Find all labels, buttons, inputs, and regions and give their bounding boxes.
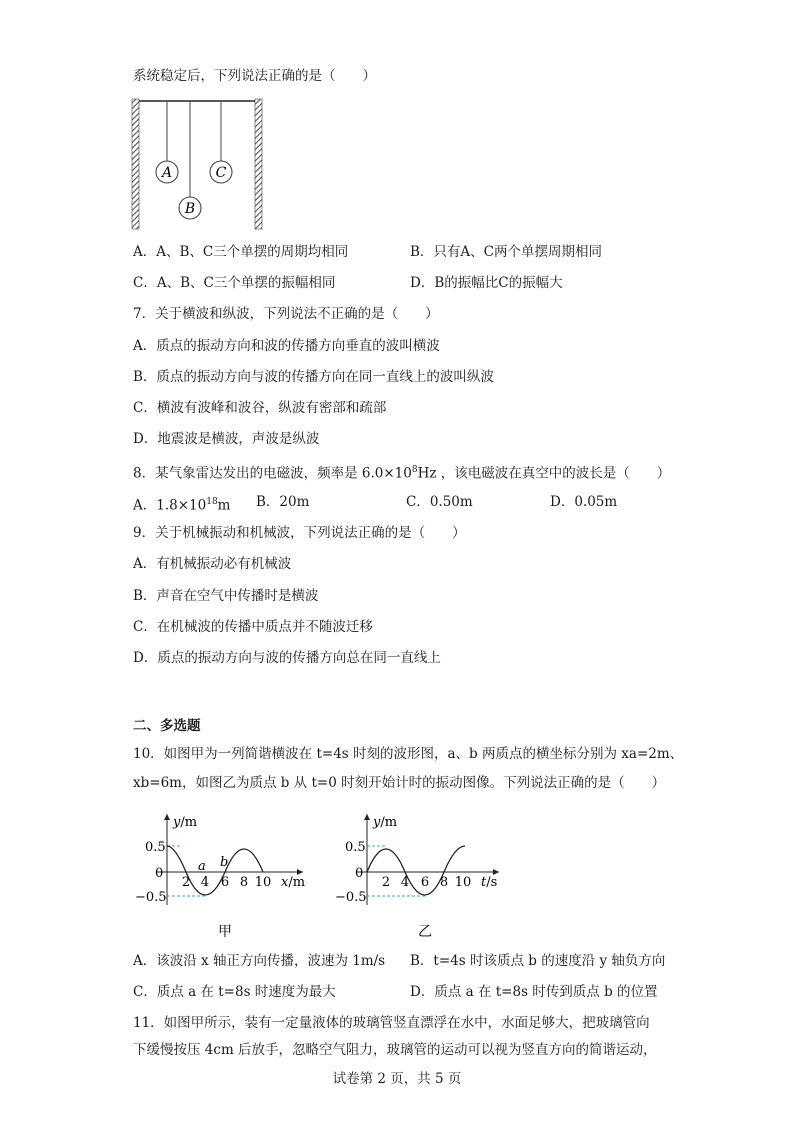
yi-caption: 乙 [418, 924, 432, 940]
q8-option-c[interactable]: C．0.50m [406, 494, 473, 510]
q7-option-b[interactable]: B．质点的振动方向与波的传播方向在同一直线上的波叫纵波 [133, 369, 494, 385]
yi-ytick-top: 0.5 [345, 840, 366, 855]
q9-stem: 9．关于机械振动和机械波，下列说法正确的是（ ） [133, 525, 466, 541]
right-wall [255, 99, 262, 229]
yi-xtick-2: 2 [381, 875, 391, 890]
yi-ylabel: y/m [373, 815, 398, 830]
yi-xtick-8: 8 [439, 875, 449, 890]
q9-option-a[interactable]: A．有机械振动必有机械波 [133, 556, 292, 572]
page-footer: 试卷第 2 页，共 5 页 [332, 1071, 462, 1087]
q10-option-c[interactable]: C．质点 a 在 t=8s 时速度为最大 [133, 984, 336, 1000]
pendulum-b-label: B [184, 201, 196, 217]
q7-stem: 7．关于横波和纵波，下列说法不正确的是（ ） [133, 306, 439, 322]
q7-option-a[interactable]: A．质点的振动方向和波的传播方向垂直的波叫横波 [133, 338, 440, 354]
q8-option-a[interactable]: A．$1.8\times 10^{18}m$ [133, 497, 231, 514]
q8-stem: 8．某气象雷达发出的电磁波，频率是 $6.0\times 10^8Hz$ ，该电磁波在真空中的波长是（ ） [133, 465, 671, 482]
q9-option-d[interactable]: D．质点的振动方向与波的传播方向总在同一直线上 [133, 650, 441, 666]
q10-option-a[interactable]: A．该波沿 x 轴正方向传播，波速为 1m/s [133, 953, 386, 969]
q11-stem-line2: 下缓慢按压 4cm 后放手，忽略空气阻力，玻璃管的运动可以视为竖直方向的简谐运动， [133, 1042, 657, 1058]
section-title-multiple-choice: 二、多选题 [133, 718, 201, 734]
jia-caption: 甲 [218, 924, 232, 940]
yi-ytick-zero: 0 [355, 866, 364, 881]
point-b-label: b [220, 855, 229, 870]
q10-stem-line1: 10．如图甲为一列简谐横波在 t=4s 时刻的波形图，a、b 两质点的横坐标分别为 xa=2m、 [133, 746, 684, 762]
q11-stem-line1: 11．如图甲所示，装有一定量液体的玻璃管竖直漂浮在水中，水面足够大，把玻璃管向 [133, 1015, 650, 1031]
pendulum-c-label: C [215, 165, 227, 181]
q6-stem: 系统稳定后，下列说法正确的是（ ） [133, 68, 376, 84]
q6-option-b[interactable]: B．只有A、C两个单摆周期相同 [410, 244, 602, 260]
q6-option-c[interactable]: C．A、B、C三个单摆的振幅相同 [133, 275, 336, 291]
q6-option-d[interactable]: D．B的振幅比C的振幅大 [410, 275, 563, 291]
vibration-graph-yi [333, 808, 513, 943]
jia-ytick-zero: 0 [155, 866, 164, 881]
jia-xlabel: x/m [281, 875, 306, 890]
jia-xtick-10: 10 [254, 875, 272, 890]
yi-xtick-6: 6 [420, 875, 430, 890]
yi-ytick-bottom: −0.5 [335, 890, 367, 905]
q6-option-a[interactable]: A．A、B、C三个单摆的周期均相同 [133, 244, 349, 260]
jia-ylabel: y/m [173, 815, 198, 830]
q9-option-b[interactable]: B．声音在空气中传播时是横波 [133, 588, 319, 604]
q7-option-c[interactable]: C．横波有波峰和波谷，纵波有密部和疏部 [133, 400, 387, 416]
q8-option-d[interactable]: D．0.05m [550, 494, 618, 510]
jia-xtick-8: 8 [239, 875, 249, 890]
yi-xtick-4: 4 [400, 875, 410, 890]
pendulum-figure [128, 95, 268, 235]
wave-graph-jia [133, 808, 313, 943]
jia-ytick-bottom: −0.5 [135, 890, 167, 905]
pendulum-a-label: A [161, 165, 173, 181]
jia-ytick-top: 0.5 [145, 840, 166, 855]
q9-option-c[interactable]: C．在机械波的传播中质点并不随波迁移 [133, 619, 373, 635]
q8-option-b[interactable]: B．20m [256, 494, 310, 510]
jia-xtick-6: 6 [220, 875, 230, 890]
q7-option-d[interactable]: D．地震波是横波，声波是纵波 [133, 431, 320, 447]
q10-option-b[interactable]: B．t=4s 时该质点 b 的速度沿 y 轴负方向 [410, 953, 666, 969]
yi-xlabel: t/s [481, 875, 498, 890]
q10-option-d[interactable]: D．质点 a 在 t=8s 时传到质点 b 的位置 [410, 984, 658, 1000]
jia-xtick-2: 2 [181, 875, 191, 890]
q10-stem-line2: xb=6m，如图乙为质点 b 从 t=0 时刻开始计时的振动图像。下列说法正确的是（ ） [133, 775, 666, 791]
jia-xtick-4: 4 [200, 875, 210, 890]
yi-xtick-10: 10 [454, 875, 472, 890]
left-wall [132, 99, 139, 229]
point-a-label: a [198, 859, 206, 874]
